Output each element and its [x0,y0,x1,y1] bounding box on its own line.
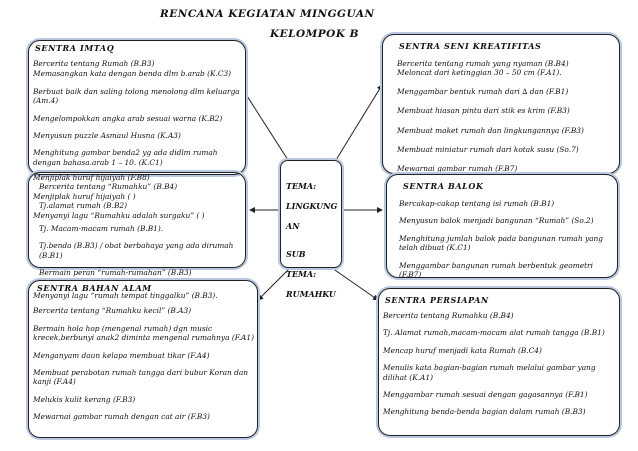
sentra-seni-list [397,59,619,182]
sentra-balok-list [399,199,615,287]
sentra-bahan-alam-list [33,291,257,430]
sentra-peran-list [33,173,245,286]
list-item: Tj.benda (B.B3) / obat berbahaya yang ada dirumah (B.B1) [39,241,234,260]
list-item: Memasangkan kata dengan benda dlm b.arab (K.C3) [33,69,232,79]
list-item: Berbuat baik dan saling tolong menolong dlm keluarga (Am.4) [33,86,240,106]
list-item: Menggambar bangunan rumah berbentuk geometri (F.B7) [399,260,593,280]
list-item: Membuat hiasan pintu dari stik es krim (F.B3) [397,106,570,116]
sentra-persiapan-title: SENTRA PERSIAPAN [385,295,489,305]
list-item: Menyusun balok menjadi bangunan “Rumah” (So.2) [399,216,594,226]
tema-line: TEMA: [286,181,317,191]
list-item: Bercerita tentang “Rumahku kecil” (B.A3) [33,306,192,316]
list-item: Bercakap-cakap tentang isi rumah (B.B1) [399,199,555,208]
sentra-balok-title: SENTRA BALOK [403,181,484,191]
sentra-bahan-alam-box [28,280,258,438]
sentra-persiapan-list [383,311,619,425]
list-item: Menyusun puzzle Asmaul Husna (K.A3) [33,131,181,141]
arrow-to-seni [336,85,382,160]
list-item: Menganyam daun kelapa membuat tikar (F.A4) [33,350,210,360]
list-item: Menggambar bentuk rumah dari ∆ dan (F.B1) [397,86,569,96]
list-item: Membuat maket rumah dan lingkungannya (F.B3) [397,125,584,135]
list-item: Bermain peran “rumah-rumahan” (B.B3) [39,268,192,278]
sentra-peran-box [28,172,246,278]
list-item: Menghitung jumlah balok pada bangunan rumah yang telah dibuat (K.C1) [399,233,604,253]
list-item: Menulis kata bagian-bagian rumah melalui gambar yang dilihat (K.A1) [383,363,596,382]
sentra-seni-box [382,34,620,174]
list-item: Membuat miniatur rumah dari kotak susu (So.7) [397,145,579,155]
sentra-bahan-alam-title: SENTRA BAHAN ALAM [37,283,152,293]
list-item: Bermain hola hop (mengenal rumah) dgn music krecek,berbunyi anak2 diminta mengenal rumahnya (F.A1) [33,323,254,343]
list-item: Mewarnai gambar rumah dengan cat air (F.B3) [33,412,210,422]
list-item: Menjiplak huruf hijaiyah (F.B8) [33,173,150,182]
list-item: Bercerita tentang Rumah (B.B3) [33,59,155,68]
list-item: Menggambar rumah sesuai dengan gagasannya (F.B1) [383,390,588,400]
list-item: Bercerita tentang “Rumahku” (B.B4) [39,182,178,192]
tema-box [280,160,342,299]
tema-text [286,171,337,309]
list-item: Bercerita tentang rumah yang nyaman (B.B4) [397,59,569,68]
sentra-imtaq-list [33,59,245,175]
list-item: Menghitung gambar benda2 yg ada didlm rumah dengan bahasa.arab 1 – 10. (K.C1) [33,148,218,167]
list-item: Menjiplak huruf hijaiyah ( ) [33,191,136,201]
arrow-to-persiapan [332,268,378,300]
page-subtitle: KELOMPOK B [270,28,359,40]
sentra-imtaq-box [28,40,246,175]
sentra-balok-box [386,174,618,278]
list-item: Menyanyi lagu “rumah tempat tinggalku” (B.B3). [33,291,218,300]
list-item: Menyanyi lagu “Rumahku adalah surgaku” ( ) [33,210,205,220]
tema-line: RUMAHKU [286,289,336,299]
list-item: Melukis kulit kerang (F.B3) [33,394,136,404]
arrow-to-imtaq [240,85,288,160]
list-item: Mencap huruf menjadi kata Rumah (B.C4) [383,345,542,355]
list-item: Membuat perabotan rumah tangga dari bubur Koran dan kanji (F.A4) [33,368,249,387]
list-item: Bercerita tentang Rumahku (B.B4) [383,311,514,320]
list-item: Menghitung benda-benda bagian dalam rumah (B.B3) [383,407,586,417]
sentra-seni-title: SENTRA SENI KREATIFITAS [399,41,542,51]
list-item: Meloncat dari ketinggian 30 – 50 cm (F.A1). [397,68,562,78]
sentra-imtaq-title: SENTRA IMTAQ [35,43,115,53]
tema-line: AN [286,221,300,231]
sentra-persiapan-box [378,288,620,436]
tema-line: LINGKUNG [286,201,338,211]
list-item: Tj.alamat rumah (B.B2) [39,201,127,211]
list-item: Mengelompokkan angka arab sesuai warna (K.B2) [33,113,223,123]
tema-line: TEMA: [286,269,317,279]
page-title: RENCANA KEGIATAN MINGGUAN [160,8,375,20]
list-item: Tj. Alamat rumah,macam-macam alat rumah tangga (B.B1) [383,328,605,338]
list-item: Mewarnai gambar rumah (F.B7) [397,164,518,174]
tema-line: SUB [286,249,306,259]
list-item: Tj. Macam-macam rumah (B.B1). [39,224,164,234]
